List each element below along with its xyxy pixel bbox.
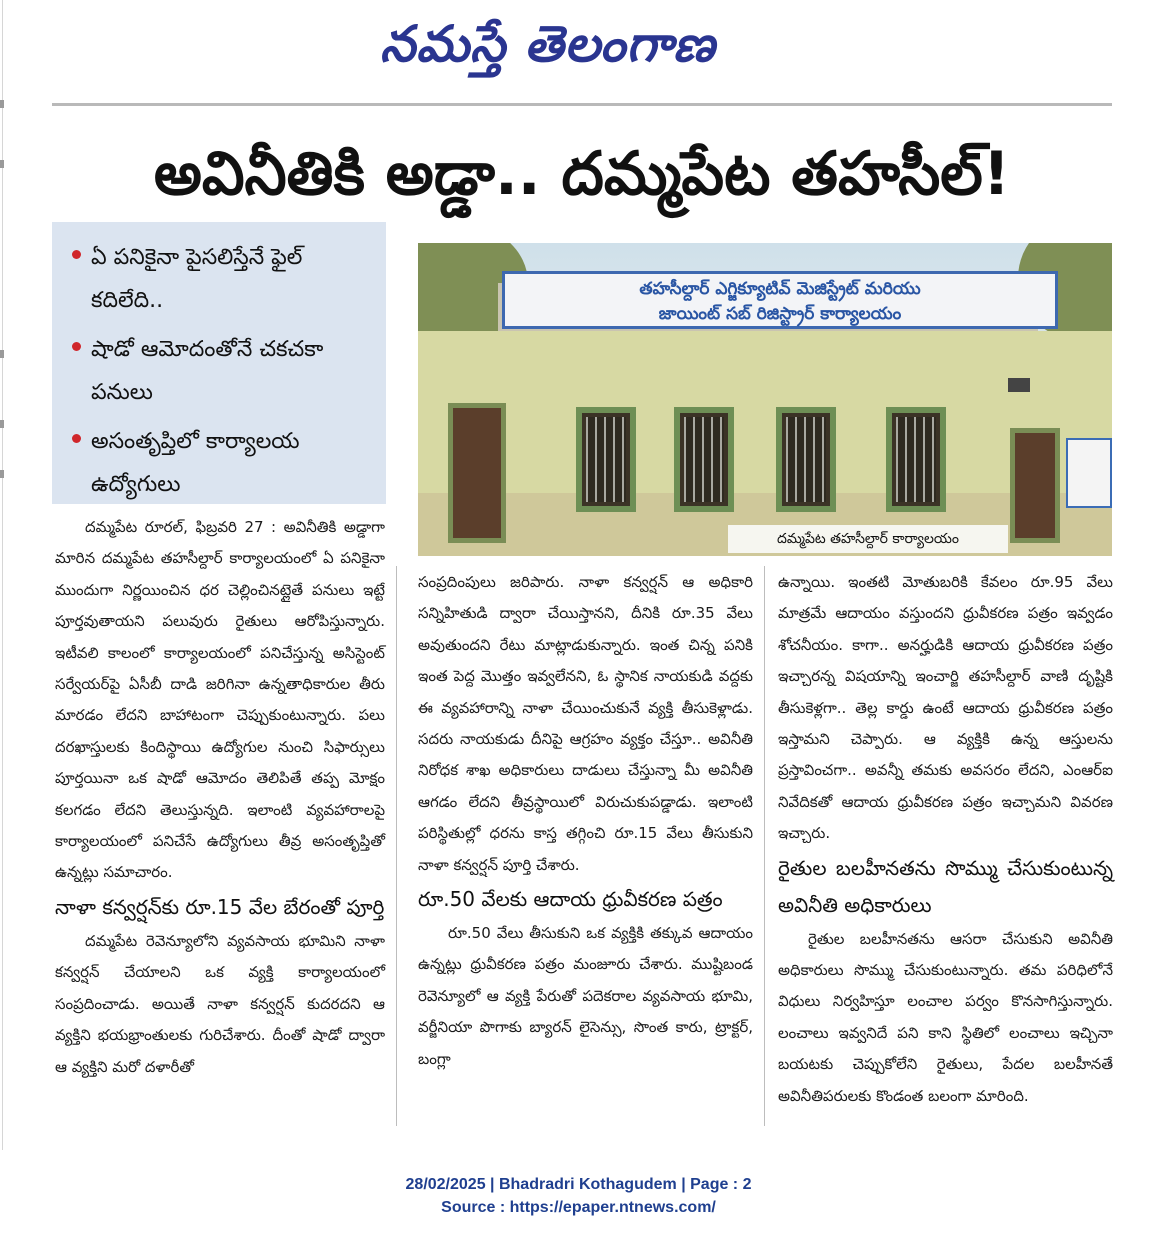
column-divider bbox=[764, 566, 765, 1126]
paragraph: దమ్మపేట రెవెన్యూలోని వ్యవసాయ భూమిని నాళా కన్వర్షన్ చేయాలని ఒక వ్యక్తి కార్యాలయంలో సంప్రదించాడు. అయితే నాళా కన్వర్షన్ కుదరదని ఆ వ్యక్తిని భయభ్రాంతులకు గురిచేశారు. దీంతో షాడో ద్వారా ఆ వ్యక్తిని మరో దళారీతో bbox=[55, 931, 385, 1076]
crop-mark bbox=[0, 420, 4, 428]
highlight-text: అసంతృప్తిలో కార్యాలయ ఉద్యోగులు bbox=[91, 429, 300, 497]
article-column-1 bbox=[55, 512, 385, 1117]
masthead-rule bbox=[52, 103, 1112, 106]
notice-board bbox=[1066, 438, 1112, 508]
office-signboard bbox=[502, 271, 1058, 329]
crop-mark bbox=[0, 350, 4, 358]
door bbox=[448, 403, 506, 543]
flood-light bbox=[1008, 378, 1030, 392]
window bbox=[576, 407, 636, 512]
paragraph: రూ.50 వేలు తీసుకుని ఒక వ్యక్తికి తక్కువ ఆదాయం ఉన్నట్లు ధ్రువీకరణ పత్రం మంజూరు చేశారు. ముష్టిబండ రెవెన్యూలో ఆ వ్యక్తి పేరుతో పదెకరాల వ్యవసాయ భూమి, వర్జీనియా పొగాకు బ్యారన్ లైసెన్సు, సొంత కారు, ట్రాక్టర్, బంగ్లా bbox=[418, 924, 753, 1068]
highlight-item bbox=[72, 236, 376, 322]
crop-mark bbox=[0, 470, 4, 478]
paragraph: రైతుల బలహీనతను ఆసరా చేసుకుని అవినీతి అధికారులు సొమ్ము చేసుకుంటున్నారు. తమ పరిధిలోనే విధులు నిర్వహిస్తూ లంచాల పర్వం కొనసాగిస్తున్నారు. లంచాలు ఇవ్వనిదే పని కాని స్థితిలో లంచాలు ఇచ్చినా బయటకు చెప్పుకోలేని రైతులు, పేదల బలహీనతే అవినీతిపరులకు కొండంత బలంగా మారింది. bbox=[778, 929, 1113, 1105]
page-edge-line bbox=[2, 0, 3, 1150]
crop-mark bbox=[0, 100, 4, 108]
highlight-item bbox=[72, 420, 376, 506]
bullet-icon bbox=[72, 250, 81, 259]
window bbox=[886, 407, 946, 512]
newspaper-masthead: నమస్తే తెలంగాణ bbox=[380, 14, 716, 73]
footer-edition-info: 28/02/2025 | Bhadradri Kothagudem | Page : 2 bbox=[405, 1176, 752, 1193]
article-column-2 bbox=[418, 567, 753, 1127]
paragraph: ఉన్నాయి. ఇంతటి మోతుబరికి కేవలం రూ.95 వేలు మాత్రమే ఆదాయం వస్తుందని ధ్రువీకరణ పత్రం ఇవ్వడం శోచనీయం. కాగా.. అనర్హుడికి ఆదాయ ధ్రువీకరణ పత్రం ఇచ్చారన్న విషయాన్ని ఇంచార్జి తహసీల్దార్ వాణి దృష్టికి తీసుకెళ్లగా.. తెల్ల కార్డు ఉంటే ఆదాయ ధ్రువీకరణ పత్రం ఇస్తామని చెప్పారు. ఆ వ్యక్తికి ఉన్న ఆస్తులను ప్రస్తావించగా.. అవన్నీ తమకు అవసరం లేదని, ఎంఆర్ఐ నివేదికతో ఆదాయ ధ్రువీకరణ పత్రం ఇచ్చామని వివరణ ఇచ్చారు. bbox=[778, 573, 1113, 843]
sign-line: తహసీల్దార్ ఎగ్జిక్యూటివ్ మెజిస్ట్రేట్ మరియు bbox=[639, 279, 921, 299]
subheading: నాళా కన్వర్షన్‌కు రూ.15 వేల బేరంతో పూర్తి bbox=[55, 894, 385, 919]
subheading: రైతుల బలహీనతను సొమ్ము చేసుకుంటున్న అవినీతి అధికారులు bbox=[778, 855, 1113, 917]
bullet-icon bbox=[72, 434, 81, 443]
highlight-item bbox=[72, 328, 376, 414]
photo-caption: దమ్మపేట తహసీల్దార్ కార్యాలయం bbox=[728, 525, 1008, 553]
office-photo bbox=[418, 243, 1112, 556]
footer-source: Source : https://epaper.ntnews.com/ bbox=[441, 1199, 716, 1216]
bullet-icon bbox=[72, 342, 81, 351]
paragraph: దమ్మపేట రూరల్, ఫిబ్రవరి 27 : అవినీతికి అడ్డాగా మారిన దమ్మపేట తహసీల్దార్ కార్యాలయంలో ఏ పనికైనా ముందుగా నిర్ణయించిన ధర చెల్లించినట్లైతే పనులు ఇట్టే పూర్తవుతాయని పలువురు రైతులు ఆరోపిస్తున్నారు. ఇటీవలి కాలంలో కార్యాలయంలో పనిచేస్తున్న అసిస్టెంట్ సర్వేయర్‌పై ఏసీబీ దాడి జరిగినా ఉన్నతాధికారుల తీరు మారడం లేదని బాహాటంగా చెప్పుకుంటున్నారు. పలు దరఖాస్తులకు కిందిస్థాయి ఉద్యోగుల నుంచి సిఫార్సులు పూర్తయినా ఒక షాడో ఆమోదం తెలిపితే తప్ప మోక్షం కలగడం లేదని తెలుస్తున్నది. ఇలాంటి వ్యవహారాలపై కార్యాలయంలో పనిచేసే ఉద్యోగులు తీవ్ర అసంతృప్తితో ఉన్నట్లు సమాచారం. bbox=[55, 518, 385, 882]
window bbox=[776, 407, 836, 512]
article-headline: అవినీతికి అడ్డా.. దమ్మపేట తహసీల్! bbox=[153, 139, 1011, 209]
article-column-3 bbox=[778, 567, 1113, 1127]
subheading: రూ.50 వేలకు ఆదాయ ధ్రువీకరణ పత్రం bbox=[418, 887, 723, 912]
highlight-text: షాడో ఆమోదంతోనే చకచకా పనులు bbox=[91, 337, 324, 405]
highlights-box bbox=[52, 222, 386, 504]
crop-mark bbox=[0, 160, 4, 168]
window bbox=[674, 407, 734, 512]
column-divider bbox=[396, 566, 397, 1126]
door bbox=[1010, 428, 1060, 543]
highlight-text: ఏ పనికైనా పైసలిస్తేనే ఫైల్ కదిలేది.. bbox=[91, 245, 303, 313]
paragraph: సంప్రదింపులు జరిపారు. నాళా కన్వర్షన్ ఆ అధికారి సన్నిహితుడి ద్వారా చేయిస్తానని, దీనికి రూ.35 వేలు అవుతుందని రేటు మాట్లాడుకున్నారు. ఇంత చిన్న పనికి ఇంత పెద్ద మొత్తం ఇవ్వలేనని, ఓ స్థానిక నాయకుడి వద్దకు ఈ వ్యవహారాన్ని నాళా చేయించుకునే వ్యక్తి తీసుకెళ్లాడు. సదరు నాయకుడు దీనిపై ఆగ్రహం వ్యక్తం చేస్తూ.. అవినీతి నిరోధక శాఖ అధికారులు దాడులు చేస్తున్నా మీ అవినీతి ఆగడం లేదని తీవ్రస్థాయిలో విరుచుకుపడ్డాడు. ఇలాంటి పరిస్థితుల్లో ధరను కాస్త తగ్గించి రూ.15 వేలు తీసుకుని నాళా కన్వర్షన్ పూర్తి చేశారు. bbox=[418, 573, 753, 874]
sign-line: జాయింట్ సబ్ రిజిస్ట్రార్ కార్యాలయం bbox=[658, 304, 902, 324]
